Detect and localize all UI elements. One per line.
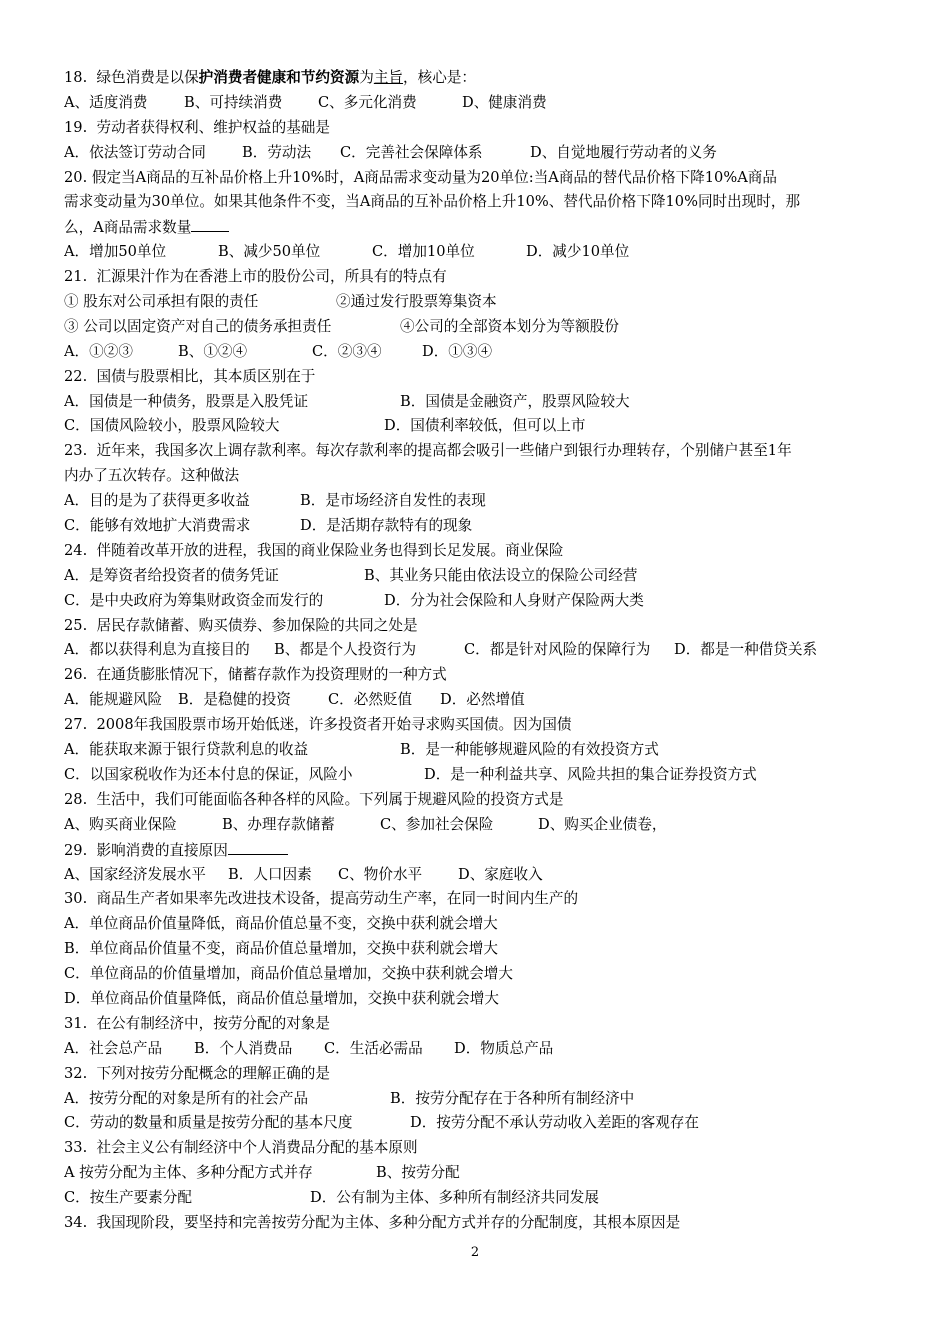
question-30-option-d: D．单位商品价值量降低，商品价值总量增加，交换中获利就会增大 xyxy=(64,989,499,1007)
question-21-stem: 21. 汇源果汁作为在香港上市的股份公司，所具有的特点有 xyxy=(64,268,447,286)
question-25-stem: 25. 居民存款储蓄、购买债券、参加保险的共同之处是 xyxy=(64,616,418,634)
question-20-stem-1: 20. 假定当A商品的互补品价格上升10%时，A商品需求变动量为20单位:当A商品的替代品价格下降10%A商品 xyxy=(64,168,777,186)
question-31-stem: 31. 在公有制经济中，按劳分配的对象是 xyxy=(64,1014,330,1032)
question-27-stem: 27. 2008年我国股票市场开始低迷，许多投资者开始寻求购买国债。因为国债 xyxy=(64,716,572,734)
question-32-options-a: A．按劳分配的对象是所有的社会产品 B．按劳分配存在于各种所有制经济中 xyxy=(64,1089,635,1107)
question-21-options: A．①②③ B、①②④ C．②③④ D．①③④ xyxy=(64,342,493,360)
page-number: 2 xyxy=(470,1245,480,1260)
question-23-stem-2: 内办了五次转存。这种做法 xyxy=(64,467,240,485)
question-33-options-b: C．按生产要素分配 D．公有制为主体、多种所有制经济共同发展 xyxy=(64,1189,599,1207)
question-23-stem-1: 23. 近年来，我国多次上调存款利率。每次存款利率的提高都会吸引一些储户到银行办理转存，个别储户甚至1年 xyxy=(64,442,792,460)
question-21-statements-b: ③ 公司以固定资产对自己的债务承担责任 ④公司的全部资本划分为等额股份 xyxy=(64,317,619,335)
question-22-options-b: C．国债风险较小，股票风险较大 D．国债利率较低，但可以上市 xyxy=(64,417,586,435)
question-18-stem: 18. 绿色消费是以保护消费者健康和节约资源为主旨，核心是： xyxy=(64,69,477,86)
question-18-options: A、适度消费 B、可持续消费 C、多元化消费 D、健康消费 xyxy=(64,93,547,111)
question-32-stem: 32. 下列对按劳分配概念的理解正确的是 xyxy=(64,1064,330,1082)
question-34-stem: 34. 我国现阶段，要坚持和完善按劳分配为主体、多种分配方式并存的分配制度，其根本原因是 xyxy=(64,1213,681,1231)
answer-blank xyxy=(191,215,229,232)
question-30-stem: 30. 商品生产者如果率先改进技术设备，提高劳动生产率，在同一时间内生产的 xyxy=(64,890,579,908)
question-28-stem: 28. 生活中，我们可能面临各种各样的风险。下列属于规避风险的投资方式是 xyxy=(64,790,564,808)
question-24-options-b: C．是中央政府为筹集财政资金而发行的 D．分为社会保险和人身财产保险两大类 xyxy=(64,591,644,609)
question-29-options: A、国家经济发展水平 B．人口因素 C、物价水平 D、家庭收入 xyxy=(64,865,543,883)
question-19-options: A．依法签订劳动合同 B．劳动法 C．完善社会保障体系 D、自觉地履行劳动者的义务 xyxy=(64,143,717,161)
question-25-options: A．都以获得利息为直接目的 B、都是个人投资行为 C．都是针对风险的保障行为 D．都是一种借贷关系 xyxy=(64,641,818,659)
question-26-options: A．能规避风险 B．是稳健的投资 C．必然贬值 D．必然增值 xyxy=(64,691,525,709)
question-22-options-a: A．国债是一种债务，股票是入股凭证 B．国债是金融资产，股票风险较大 xyxy=(64,392,630,410)
question-23-options-b: C．能够有效地扩大消费需求 D．是活期存款特有的现象 xyxy=(64,517,473,535)
question-27-options-a: A．能获取来源于银行贷款利息的收益 B．是一种能够规避风险的有效投资方式 xyxy=(64,741,659,759)
question-26-stem: 26. 在通货膨胀情况下，储蓄存款作为投资理财的一种方式 xyxy=(64,666,447,684)
question-31-options: A．社会总产品 B．个人消费品 C．生活必需品 D．物质总产品 xyxy=(64,1039,554,1057)
question-30-option-c: C．单位商品的价值量增加，商品价值总量增加，交换中获利就会增大 xyxy=(64,965,513,983)
question-30-option-a: A．单位商品价值量降低，商品价值总量不变，交换中获利就会增大 xyxy=(64,915,498,933)
question-19-stem: 19. 劳动者获得权利、维护权益的基础是 xyxy=(64,118,330,136)
question-33-options-a: A 按劳分配为主体、多种分配方式并存 B、按劳分配 xyxy=(64,1164,460,1182)
question-list xyxy=(64,66,894,1236)
question-33-stem: 33. 社会主义公有制经济中个人消费品分配的基本原则 xyxy=(64,1139,418,1157)
answer-blank xyxy=(228,838,288,855)
question-28-options: A、购买商业保险 B、办理存款储蓄 C、参加社会保险 D、购买企业债卷， xyxy=(64,815,667,833)
question-20-stem-2: 需求变动量为30单位。如果其他条件不变，当A商品的互补品价格上升10%、替代品价格下降10%同时出现时，那 xyxy=(64,193,801,211)
question-20-options: A．增加50单位 B、减少50单位 C．增加10单位 D．减少10单位 xyxy=(64,243,630,261)
question-24-stem: 24. 伴随着改革开放的进程，我国的商业保险业务也得到长足发展。商业保险 xyxy=(64,541,564,559)
question-20-stem-3: 么，A商品需求数量 xyxy=(64,215,894,240)
question-27-options-b: C．以国家税收作为还本付息的保证，风险小 D．是一种利益共享、风险共担的集合证券投资方式 xyxy=(64,765,757,783)
question-23-options-a: A．目的是为了获得更多收益 B．是市场经济自发性的表现 xyxy=(64,492,486,510)
question-22-stem: 22. 国债与股票相比，其本质区别在于 xyxy=(64,367,316,385)
question-30-option-b: B．单位商品价值量不变，商品价值总量增加，交换中获利就会增大 xyxy=(64,940,498,958)
question-32-options-b: C．劳动的数量和质量是按劳分配的基本尺度 D．按劳分配不承认劳动收入差距的客观存在 xyxy=(64,1114,699,1132)
question-29-stem: 29. 影响消费的直接原因 xyxy=(64,838,894,863)
question-24-options-a: A．是筹资者给投资者的债务凭证 B、其业务只能由依法设立的保险公司经营 xyxy=(64,566,638,584)
question-21-statements-a: ① 股东对公司承担有限的责任 ②通过发行股票筹集资本 xyxy=(64,293,497,311)
